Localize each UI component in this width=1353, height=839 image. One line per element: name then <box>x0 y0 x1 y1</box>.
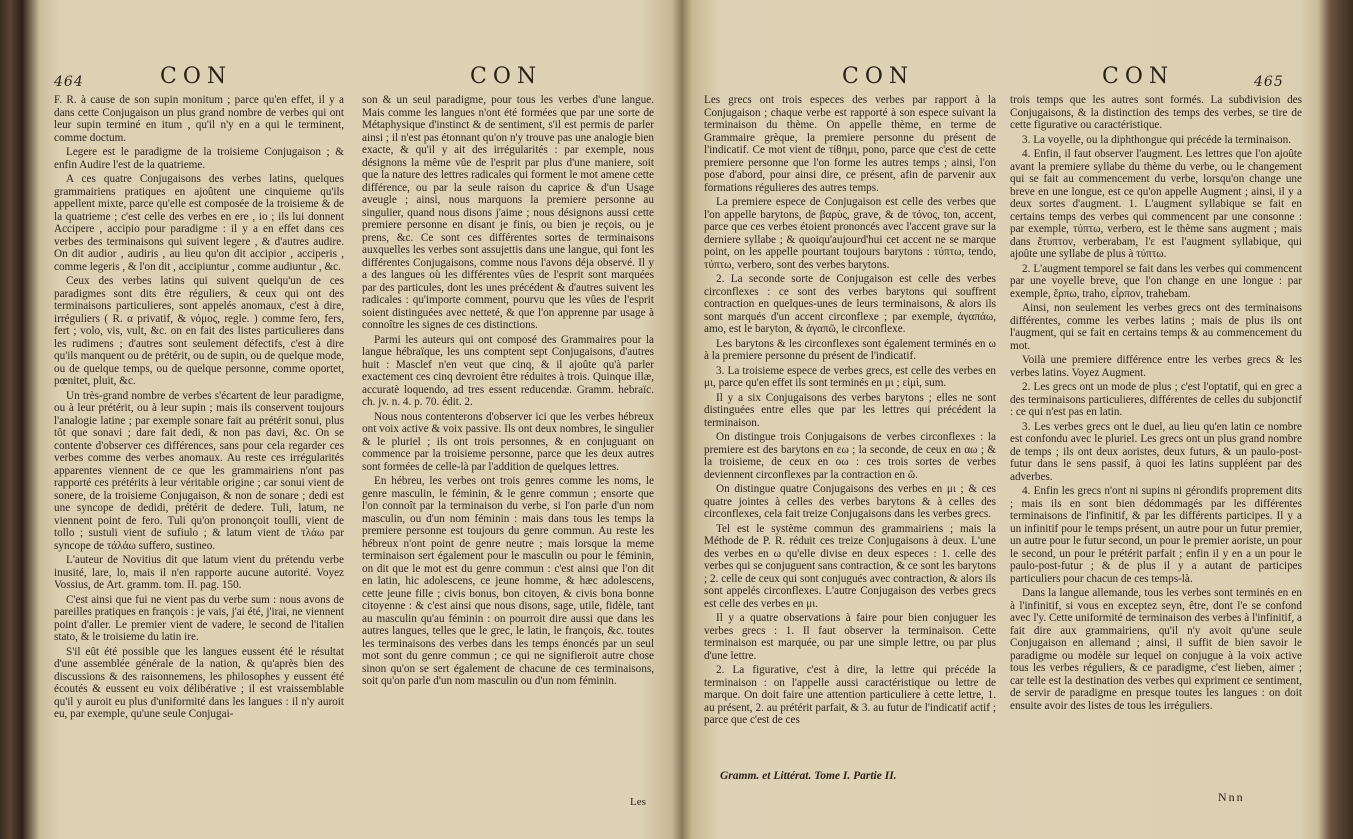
paragraph: Il y a quatre observations à faire pour bien conjuguer les verbes grecs : 1. Il faut observer la terminaison. Cette terminaison est marquée, ou par une simple lettre, ou par plus d'une lettre. <box>704 612 996 662</box>
paragraph: Les grecs ont trois especes des verbes par rapport à la Conjugaison ; chaque verbe est rapporté à son espece suivant la terminaison du thème. On appelle thème, en terme de Grammaire grèque, la premiere personne du présent de l'indicatif. Ce mot vient de τίθημι, pono, parce que c'est de cette premiere personne que l'on forme les autres temps ; ainsi, l'on pose d'abord, pour ainsi dire, ce présent, afin de parvenir aux formations régulieres des autres temps. <box>704 94 996 194</box>
paragraph: Legere est le paradigme de la troisieme Conjugaison ; & enfin Audire l'est de la quatrieme. <box>54 146 344 171</box>
page-footer: Gramm. et Littérat. Tome I. Partie II. <box>720 770 897 782</box>
paragraph: Nous nous contenterons d'observer ici que les verbes hébreux ont voix active & voix passive. Ils ont deux nombres, le singulier & le pluriel ; ils ont trois personnes, & en conjuguant on commence par la troisieme personne, parce que les deux autres sont formées de celle-là par l'addition de quelques lettres. <box>362 410 654 473</box>
paragraph: Parmi les auteurs qui ont composé des Grammaires pour la langue hébraïque, les uns comptent sept Conjugaisons, d'autres huit : Masclef n'en veut que cinq, & il ajoûte qu'à parler exactement ces cinq devroient être réduites à trois. Quinque illæ, accuratè loquendo, ad tres essent reducendæ. Gramm. hebraïc. ch. jv. n. 4. p. 70. édit. 2. <box>362 333 654 408</box>
right-col2-running-head: CON <box>1102 64 1175 89</box>
paragraph: 2. L'augment temporel se fait dans les verbes qui commencent par une voyelle breve, que l'on change en une longue : par exemple, ἕρπω, traho, εἷρπον, trahebam. <box>1010 262 1302 300</box>
paragraph: 4. Enfin les grecs n'ont ni supins ni gérondifs proprement dits ; mais ils en sont bien dédommagés par les différentes terminaisons de l'infinitif, & par les différents participes. Il y a un infinitif pour le temps présent, un autre pour un futur premier, un autre pour le futur second, un pour le premier aoriste, un pour le second, un pour le prétérit parfait ; enfin il y en a un pour le paulo-post-futur ; & de plus il y a autant de participes particuliers pour chacun de ces temps-là. <box>1010 485 1302 585</box>
right-column-1 <box>704 94 996 766</box>
signature-mark: Nnn <box>1218 790 1245 804</box>
left-column-1 <box>54 94 344 804</box>
paragraph: La premiere espece de Conjugaison est celle des verbes que l'on appelle barytons, de βαρὺς, grave, & de τόνος, ton, accent, parce que ces verbes étoient prononcés avec l'accent grave sur la derniere syllabe ; & quoiqu'aujourd'hui cet accent ne se marque point, on les appelle pourtant toujours barytons : τύπτω, tendo, τύπτω, verbero, sont des verbes barytons. <box>704 196 996 271</box>
paragraph: Ainsi, non seulement les verbes grecs ont des terminaisons différentes, comme les verbes latins ; mais de plus ils ont l'augment, qui se fait en certains temps & au commencement du mot. <box>1010 302 1302 352</box>
paragraph: F. R. à cause de son supin monitum ; parce qu'en effet, il y a dans cette Conjugaison un plus grand nombre de verbes qui ont leur supin terminé en itum , qu'il n'y en a qui le terminent, comme doctum. <box>54 94 344 144</box>
right-column-2 <box>1010 94 1302 784</box>
paragraph: On distingue trois Conjugaisons de verbes circonflexes : la premiere est des barytons en εω ; la seconde, de ceux en αω ; & la troisieme, de ceux en οω : ces trois sortes de verbes deviennent circonflexes par la contraction en ῶ. <box>704 431 996 481</box>
left-page-header <box>40 62 682 96</box>
paragraph: 3. La troisieme espece de verbes grecs, est celle des verbes en μι, parce qu'en effet ils sont terminés en μι ; εἰμὶ, sum. <box>704 364 996 389</box>
paragraph: 2. La figurative, c'est à dire, la lettre qui précéde la terminaison : on l'appelle aussi caractéristique ou lettre de marque. On doit faire une attention particuliere à cette lettre, 1. au présent, 2. au prétérit parfait, & 3. au futur de l'indicatif actif ; parce que c'est de ces <box>704 664 996 726</box>
paragraph: L'auteur de Novitius dit que latum vient du prétendu verbe inusité, lare, lo, mais il n'en rapporte aucune autorité. Voyez Vossius, de Art. gramm. tom. II. pag. 150. <box>54 554 344 591</box>
right-page-header <box>682 62 1318 96</box>
right-page-number: 465 <box>1254 74 1284 90</box>
catchword: Les <box>630 796 646 808</box>
paragraph: 3. Les verbes grecs ont le duel, au lieu qu'en latin ce nombre est confondu avec le pluriel. Les grecs ont un plus grand nombre de temps ; ils ont deux aoristes, deux futurs, & un paulo-post-futur dans le sens passif, à quoi les latins suppléent par des adverbes. <box>1010 420 1302 483</box>
paragraph: Il y a six Conjugaisons des verbes barytons ; elles ne sont distinguées entre elles que par les lettres qui précédent la terminaison. <box>704 391 996 429</box>
paragraph: son & un seul paradigme, pour tous les verbes d'une langue. Mais comme les langues n'ont été formées que par une sorte de Métaphysique d'instinct & de sentiment, s'il est permis de parler ainsi ; il n'est pas étonnant qu'on n'y trouve pas une analogie bien exacte, & qu'il y ait des irrégularités : par exemple, nous désignons la même vûe de l'esprit par plus d'une maniere, soit que la nature des lettres radicales qui forment le mot amene cette différence, ou par la seule raison du caprice & d'un Usage aveugle ; ainsi, nous marquons la premiere personne au singulier, quand nous disons j'aime ; nous désignons aussi cette premiere personne en disant je finis, ou bien je reçois, ou je prens, &c. Ce sont ces différentes sortes de terminaisons auxquelles les verbes sont assujettis dans une langue, qui font les différentes Conjugaisons, comme nous l'avons déja observé. Il y a des langues où les différentes vûes de l'esprit sont marquées par des particules, dont les unes précédent & d'autres suivent les radicales : qu'importe comment, pourvu que les vûes de l'esprit soient distinguées avec netteté, & que l'on apprenne par usage à connoître les signes de ces distinctions. <box>362 94 654 331</box>
paragraph: C'est ainsi que fui ne vient pas du verbe sum : nous avons de pareilles pratiques en françois : je vais, j'ai été, j'irai, ne viennent point d'aller. Le premier vient de vadere, le second de l'italien stato, & le troisieme du latin ire. <box>54 593 344 643</box>
paragraph: Tel est le système commun des grammairiens ; mais la Méthode de P. R. réduit ces treize Conjugaisons à deux. L'une des verbes en ω qu'elle divise en deux especes : 1. celle des verbes qui se conjuguent sans contraction, & ce sont les barytons ; 2. celle de ceux qui sont conjugués avec contraction, & alors ils sont appelés circonflexes. L'autre Conjugaison des verbes grecs est celle des verbes en μι. <box>704 522 996 610</box>
paragraph: trois temps que les autres sont formés. La subdivision des Conjugaisons, & la distinction des temps des verbes, se tire de cette figurative ou caractéristique. <box>1010 94 1302 131</box>
right-page <box>682 0 1318 839</box>
paragraph: Ceux des verbes latins qui suivent quelqu'un de ces paradigmes sont dits être réguliers, & ceux qui ont des terminaisons particulieres, sont appelés anomaux, c'est à dire, irréguliers ( R. α privatif, & νόμος, regle. ) comme fero, fers, fert ; volo, vis, vult, &c. on en fait des listes particulieres dans les rudimens ; d'autres sont seulement défectifs, c'est à dire qu'ils manquent ou de prétérit, ou de supin, ou de quelque mode, ou de quelque temps, ou de quelque personne, comme oportet, pœnitet, pluit, &c. <box>54 275 344 387</box>
left-page <box>40 0 682 839</box>
paragraph: 4. Enfin, il faut observer l'augment. Les lettres que l'on ajoûte avant la premiere syllabe du thème du verbe, ou le changement qui se fait au commencement du verbe, lorsqu'on change une breve en une longue, est ce qu'on appelle Augment ; ainsi, il y a deux sortes d'augment. 1. L'augment syllabique se fait en certains temps des verbes qui commencent par une consonne : par exemple, τύπτω, verbero, est le thème sans augment ; mais dans ἔτυπτον, verberabam, l'ε est l'augment syllabique, qui ajoûte une syllabe de plus à τύπτω. <box>1010 148 1302 260</box>
paragraph: En hébreu, les verbes ont trois genres comme les noms, le genre masculin, le féminin, & le genre commun ; ensorte que l'on connoît par la terminaison du verbe, si l'on parle d'un nom masculin, ou d'un nom féminin : mais dans tous les temps la premiere personne est toujours du genre commun. Au reste les hébreux n'ont point de genre neutre ; mais lorsque la meme terminaison sert également pour le masculin ou pour le féminin, on dit que le mot est du genre commun : c'est ainsi que l'on dit en latin, hic adolescens, ce jeune homme, & hæc adolescens, cette jeune fille ; civis bonus, bon citoyen, & civis bona bonne citoyenne : & c'est ainsi que nous disons, sage, utile, fidèle, tant au masculin qu'au féminin : on pourroit dire aussi que dans les autres langues, telles que le grec, le latin, le françois, &c. toutes les terminaisons des verbes dans les temps énoncés par un seul mot sont du genre commun ; ce qui ne signifieroit autre chose sinon qu'on se sert également de chacune de ces terminaisons, soit qu'on parle d'un nom masculin ou d'un nom féminin. <box>362 475 654 687</box>
left-col1-running-head: CON <box>160 64 233 89</box>
paragraph: 2. Les grecs ont un mode de plus ; c'est l'optatif, qui en grec a des terminaisons particulieres, différentes de celles du subjonctif : ce qui n'est pas en latin. <box>1010 381 1302 418</box>
paragraph: A ces quatre Conjugaisons des verbes latins, quelques grammairiens pratiques en ajoûtent une cinquieme qu'ils appellent mixte, parce qu'elle est composée de la troisieme & de la quatrieme ; c'est celle des verbes en ere , io ; ils lui donnent Accipere , accipio pour paradigme : il y a en effet dans ces verbes des terminaisons qui suivent legere , & d'autres audire. On dit audior , audiris , au lieu qu'on dit accipior , acciperis , comme legeris , & l'on dit , accipiuntur , comme audiuntur , &c. <box>54 173 344 273</box>
paragraph: Un très-grand nombre de verbes s'écartent de leur paradigme, ou à leur prétérit, ou à leur supin ; mais ils conservent toujours l'analogie latine ; par exemple sonare fait au prétérit sonui, plus tôt que sonavi ; dare fait dedi, & non pas davi, &c. On se contente d'observer ces différences, sans pour cela regarder ces verbes comme des verbes anomaux. Au reste ces irrégularités apparentes viennent de ce que les grammairiens n'ont pas rapporté ces prétérits à leur véritable origine ; car sonui vient de sonere, de la troisieme Conjugaison, & non de sonare ; dedi est une syncope de dedidi, prétérit de dedere. Tuli, latum, ne viennent point de fero. Tuli qu'on prononçoit toulli, vient de tollo ; sustuli vient de sufiulo ; & latum vient de τλάω par syncope de τάλάω suffero, sustineo. <box>54 389 344 552</box>
paragraph: Les barytons & les circonflexes sont également terminés en ω à la premiere personne du présent de l'indicatif. <box>704 337 996 362</box>
right-col1-running-head: CON <box>842 64 915 89</box>
paragraph: 2. La seconde sorte de Conjugaison est celle des verbes circonflexes : ce sont des verbes barytons qui souffrent contraction en quelques-unes de leurs terminaisons, & alors ils sont marqués d'un accent circonflexe ; par exemple, ἀγαπάω, amo, est le baryton, & ἀγαπῶ, le circonflexe. <box>704 273 996 335</box>
paragraph: Dans la langue allemande, tous les verbes sont terminés en en à l'infinitif, si vous en exceptez seyn, être, dont l'e se confond avec l'y. Cette uniformité de terminaison des verbes à l'infinitif, a fait dire aux grammairiens, qu'il n'y avoit qu'une seule Conjugaison en allemand ; ainsi, il suffit de bien savoir le paradigme ou modèle sur lequel on conjugue à la voix active tous les verbes réguliers, & ce paradigme, c'est lieben, aimer ; car telle est la destination des verbes qui expriment ce sentiment, de servir de paradigme en presque toutes les langues : on doit ensuite avoir des listes de tous les irréguliers. <box>1010 587 1302 712</box>
paragraph: On distingue quatre Conjugaisons des verbes en μι ; & ces quatre jointes à celles des verbes barytons & à celles des circonflexes, cela fait treize Conjugaisons dans les verbes grecs. <box>704 483 996 520</box>
left-column-2 <box>362 94 654 794</box>
paragraph: 3. La voyelle, ou la diphthongue qui précéde la terminaison. <box>1022 133 1292 146</box>
paragraph: Voilà une premiere différence entre les verbes grecs & les verbes latins. Voyez Augment. <box>1010 354 1302 379</box>
left-col2-running-head: CON <box>470 64 543 89</box>
paragraph: S'il eût été possible que les langues eussent été le résultat d'une assemblée générale de la nation, & qu'après bien des discussions & des raisonnemens, les philosophes y eussent été écoutés & eussent eu voix délibérative ; il est vraissemblable qu'il y auroit eu plus d'uniformité dans les langues : il n'y auroit eu, par exemple, qu'une seule Conjugai- <box>54 645 344 720</box>
left-page-number: 464 <box>54 74 84 90</box>
